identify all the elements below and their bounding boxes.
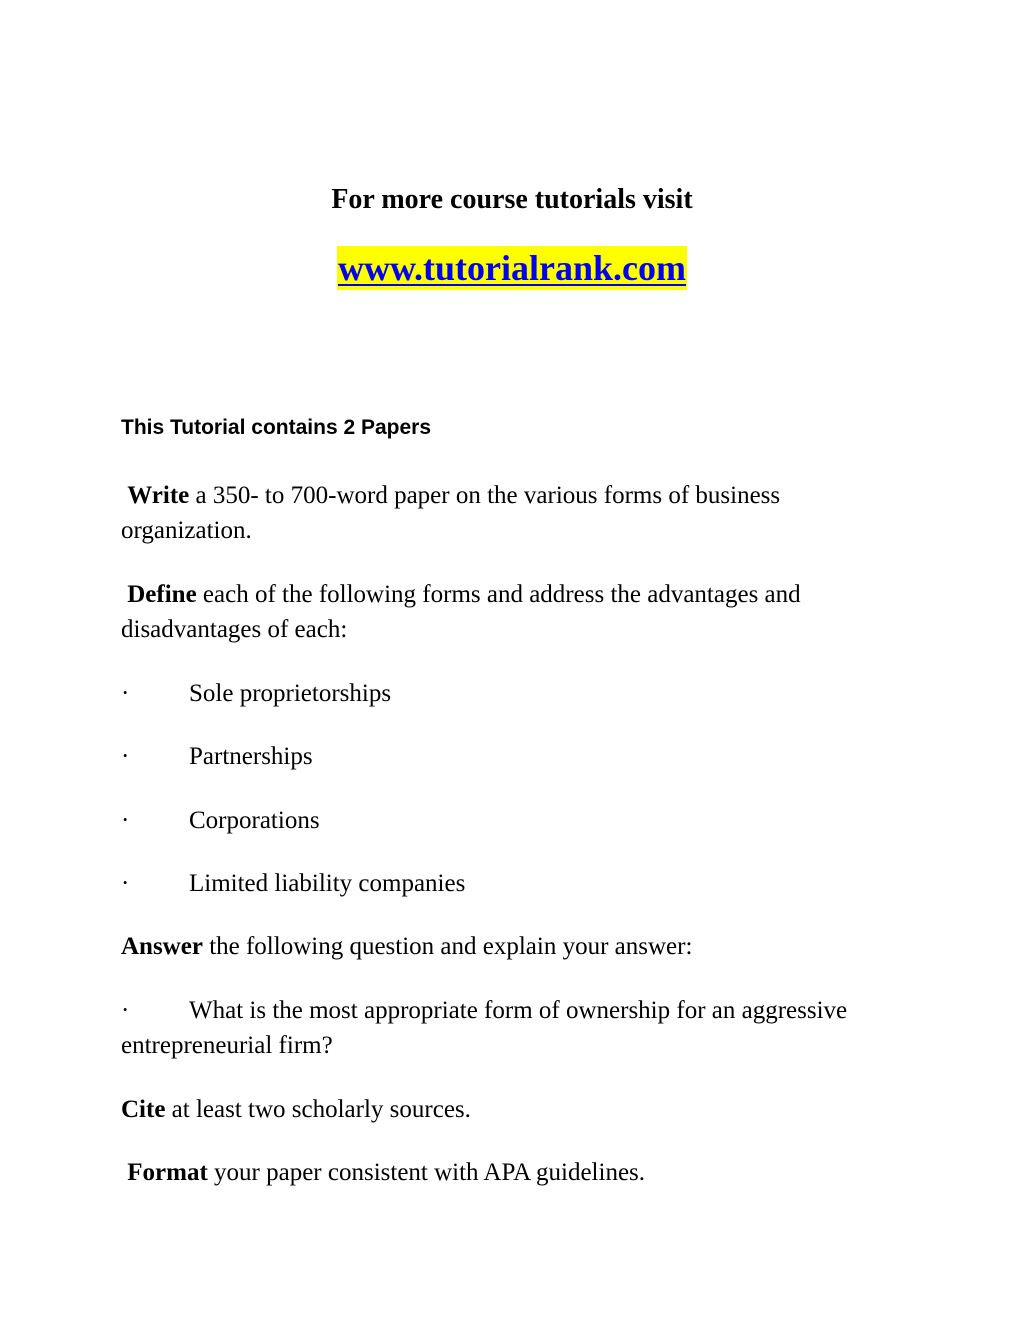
bullet-dot: · <box>121 743 130 770</box>
bullet-dot: · <box>121 807 130 834</box>
format-paragraph <box>121 1155 911 1190</box>
question-item <box>121 993 911 1063</box>
bullet-dot: · <box>121 680 130 707</box>
form-label: Limited liability companies <box>189 870 466 897</box>
link-container <box>0 246 1024 290</box>
form-label: Sole proprietorships <box>189 680 392 707</box>
format-keyword: Format <box>127 1159 208 1186</box>
question-text: What is the most appropriate form of ownership for an aggressive entrepreneurial firm? <box>121 997 848 1059</box>
cite-keyword: Cite <box>121 1096 166 1123</box>
define-text: each of the following forms and address the advantages and disadvantages of each: <box>121 581 801 643</box>
form-list-item <box>121 866 911 901</box>
write-paragraph <box>121 478 911 548</box>
form-label: Partnerships <box>189 743 313 770</box>
tutorial-subtitle: This Tutorial contains 2 Papers <box>121 416 432 439</box>
write-keyword: Write <box>127 482 190 509</box>
define-paragraph <box>121 577 911 647</box>
define-keyword: Define <box>127 581 197 608</box>
answer-keyword: Answer <box>121 933 203 960</box>
write-text: a 350- to 700-word paper on the various forms of business organization. <box>121 482 781 544</box>
form-list-item <box>121 739 911 774</box>
format-text: your paper consistent with APA guidelines. <box>207 1159 646 1186</box>
form-list-item <box>121 803 911 838</box>
tutorialrank-link[interactable]: www.tutorialrank.com <box>338 248 686 288</box>
bullet-dot: · <box>121 870 130 897</box>
form-list-item <box>121 676 911 711</box>
bullet-dot: · <box>121 997 130 1024</box>
form-label: Corporations <box>189 807 320 834</box>
visit-heading: For more course tutorials visit <box>331 184 693 215</box>
cite-text: at least two scholarly sources. <box>165 1096 471 1123</box>
cite-paragraph <box>121 1092 911 1127</box>
answer-paragraph <box>121 929 911 964</box>
answer-text: the following question and explain your answer: <box>202 933 693 960</box>
